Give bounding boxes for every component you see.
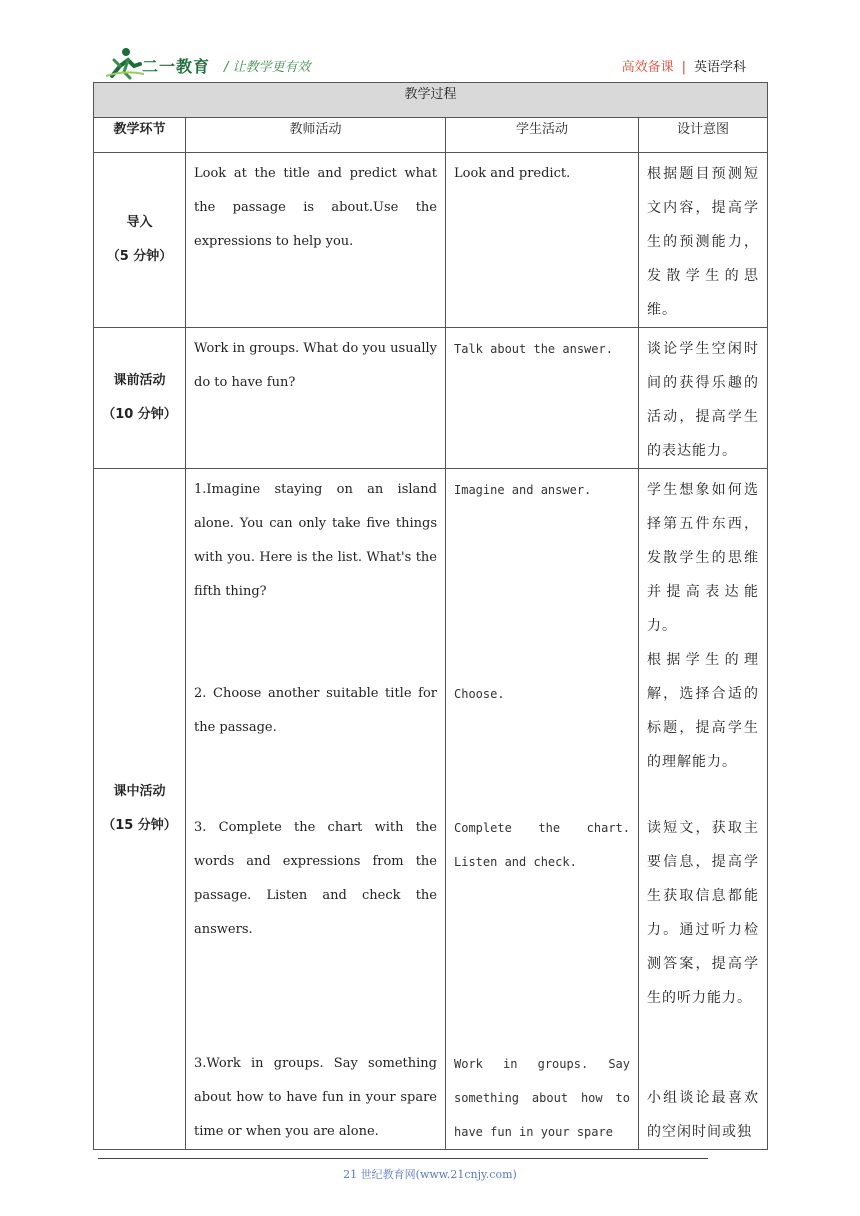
- stage-name: 导入: [126, 215, 153, 230]
- student-activity: Talk about the answer.: [446, 328, 639, 469]
- design-intent: 根据题目预测短文内容，提高学生的预测能力，发散学生的思维。: [639, 153, 768, 328]
- teacher-step: 3. Complete the chart with the words and expressions from the passage. Listen and check the answers.: [194, 820, 437, 937]
- footer-divider: [98, 1158, 708, 1159]
- intent-step: 小组谈论最喜欢的空闲时间或独: [647, 1090, 760, 1140]
- teacher-activity: Look at the title and predict what the passage is about.Use the expressions to help you.: [186, 153, 446, 328]
- table-row: [94, 153, 768, 328]
- student-step: Work in groups. Say something about how to have fun in your spare: [454, 1057, 630, 1139]
- teacher-activity: [186, 469, 446, 1150]
- stage-cell: [94, 153, 186, 328]
- stage-name: 课前活动: [113, 373, 166, 388]
- subject-label: [622, 56, 746, 75]
- column-header: 教师活动: [186, 118, 446, 153]
- subject-name: 英语学科: [693, 60, 746, 75]
- teacher-activity: Work in groups. What do you usually do to have fun?: [186, 328, 446, 469]
- column-header: 教学环节: [94, 118, 186, 153]
- column-header: 学生活动: [446, 118, 639, 153]
- page-header: [0, 0, 860, 80]
- column-header: 设计意图: [639, 118, 768, 153]
- stage-name: 课中活动: [113, 784, 166, 799]
- student-step: Imagine and answer.: [454, 483, 592, 497]
- table-title-row: [94, 83, 768, 118]
- intent-step: 读短文，获取主要信息，提高学生获取信息都能力。通过听力检测答案，提高学生的听力能力。: [647, 820, 760, 1006]
- prep-label: 高效备课: [621, 60, 674, 75]
- intent-step: 学生想象如何选择第五件东西，发散学生的思维并提高表达能力。: [647, 482, 760, 634]
- table-title: 教学过程: [94, 83, 768, 118]
- table-header-row: [94, 118, 768, 153]
- design-intent: 谈论学生空闲时间的获得乐趣的活动，提高学生的表达能力。: [639, 328, 768, 469]
- student-activity: Look and predict.: [446, 153, 639, 328]
- header-separator: |: [681, 60, 686, 75]
- stage-time: （15 分钟）: [102, 818, 177, 833]
- table-row: [94, 469, 768, 1150]
- teacher-step: 1.Imagine staying on an island alone. You can only take five things with you. Here is the list. What's the fifth thing?: [194, 482, 437, 599]
- student-step: Complete the chart. Listen and check.: [454, 821, 630, 869]
- stage-cell: [94, 469, 186, 1150]
- stage-time: （5 分钟）: [106, 249, 173, 264]
- student-activity: [446, 469, 639, 1150]
- design-intent: [639, 469, 768, 1150]
- stage-time: （10 分钟）: [102, 407, 177, 422]
- table-row: [94, 328, 768, 469]
- student-step: Choose.: [454, 687, 505, 701]
- intent-step: 根据学生的理解，选择合适的标题，提高学生的理解能力。: [647, 652, 760, 770]
- brand-slogan: / 让教学更有效: [224, 60, 311, 75]
- teacher-step: 3.Work in groups. Say something about how to have fun in your spare time or when you are alone.: [194, 1056, 437, 1139]
- lesson-process-table: [93, 82, 768, 1150]
- page-footer: 21 世纪教育网(www.21cnjy.com): [343, 1168, 517, 1181]
- brand-name: 二一教育: [142, 57, 211, 76]
- stage-cell: [94, 328, 186, 469]
- teacher-step: 2. Choose another suitable title for the passage.: [194, 686, 437, 735]
